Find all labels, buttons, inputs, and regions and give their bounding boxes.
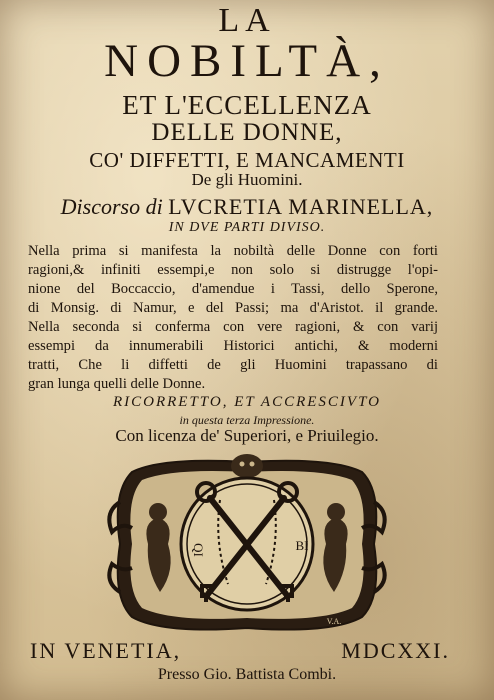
printers-device-emblem [102,452,392,637]
mask-ornament-top [231,454,263,478]
title-line-6: De gli Huomini. [191,170,303,189]
edition-line-1: RICORRETTO, ET ACCRESCIVTO [112,394,381,410]
body-line: nione del Boccaccio, d'amendue i Tassi, dello Sperone, [28,281,438,297]
author-name: LVCRETIA MARINELLA, [168,194,434,219]
printer-line: Presso Gio. Battista Combi. [157,666,337,683]
author-prefix: Discorso di [60,194,163,219]
title-line-5: CO' DIFFETTI, E MANCAMENTI [89,148,405,172]
body-line: tratti, Che li diffetti de gli Huomini trapassano di [28,357,438,373]
title-line-2: NOBILTÀ, [104,35,390,87]
title-line-4: DELLE DONNE, [151,119,343,146]
license-line: Con licenza de' Superiori, e Priuilegio. [115,426,379,445]
imprint-line [30,638,450,664]
body-line: ragioni,& infiniti essempi,e non solo si distrugge l'opi- [28,262,438,278]
author-line [0,194,494,220]
imprint-year: MDCXXI. [341,638,450,663]
body-line: gran lunga quelli delle Donne. [28,376,206,392]
body-line: essempi da innumerabili Historici antichi, & moderni [28,338,438,354]
emblem-right-letters: BI [295,538,309,553]
division-line: IN DVE PARTI DIVISO. [168,220,326,235]
emblem-bottom-letters: V.A. [326,617,342,626]
emblem-left-letters: QI [191,543,206,557]
body-line: di Monsig. di Namur, e del Passi; ma d'Aristot. il grande. [28,300,438,316]
title-line-3: ET L'ECCELLENZA [122,90,372,120]
edition-line-2: in questa terza Impressione. [179,413,315,427]
body-line: Nella prima si manifesta la nobiltà delle Donne con forti [28,243,438,259]
body-line: Nella seconda si conferma con vere ragioni, & con varij [28,319,438,335]
imprint-city: IN VENETIA, [30,638,182,663]
title-line-1: LA [218,2,276,39]
